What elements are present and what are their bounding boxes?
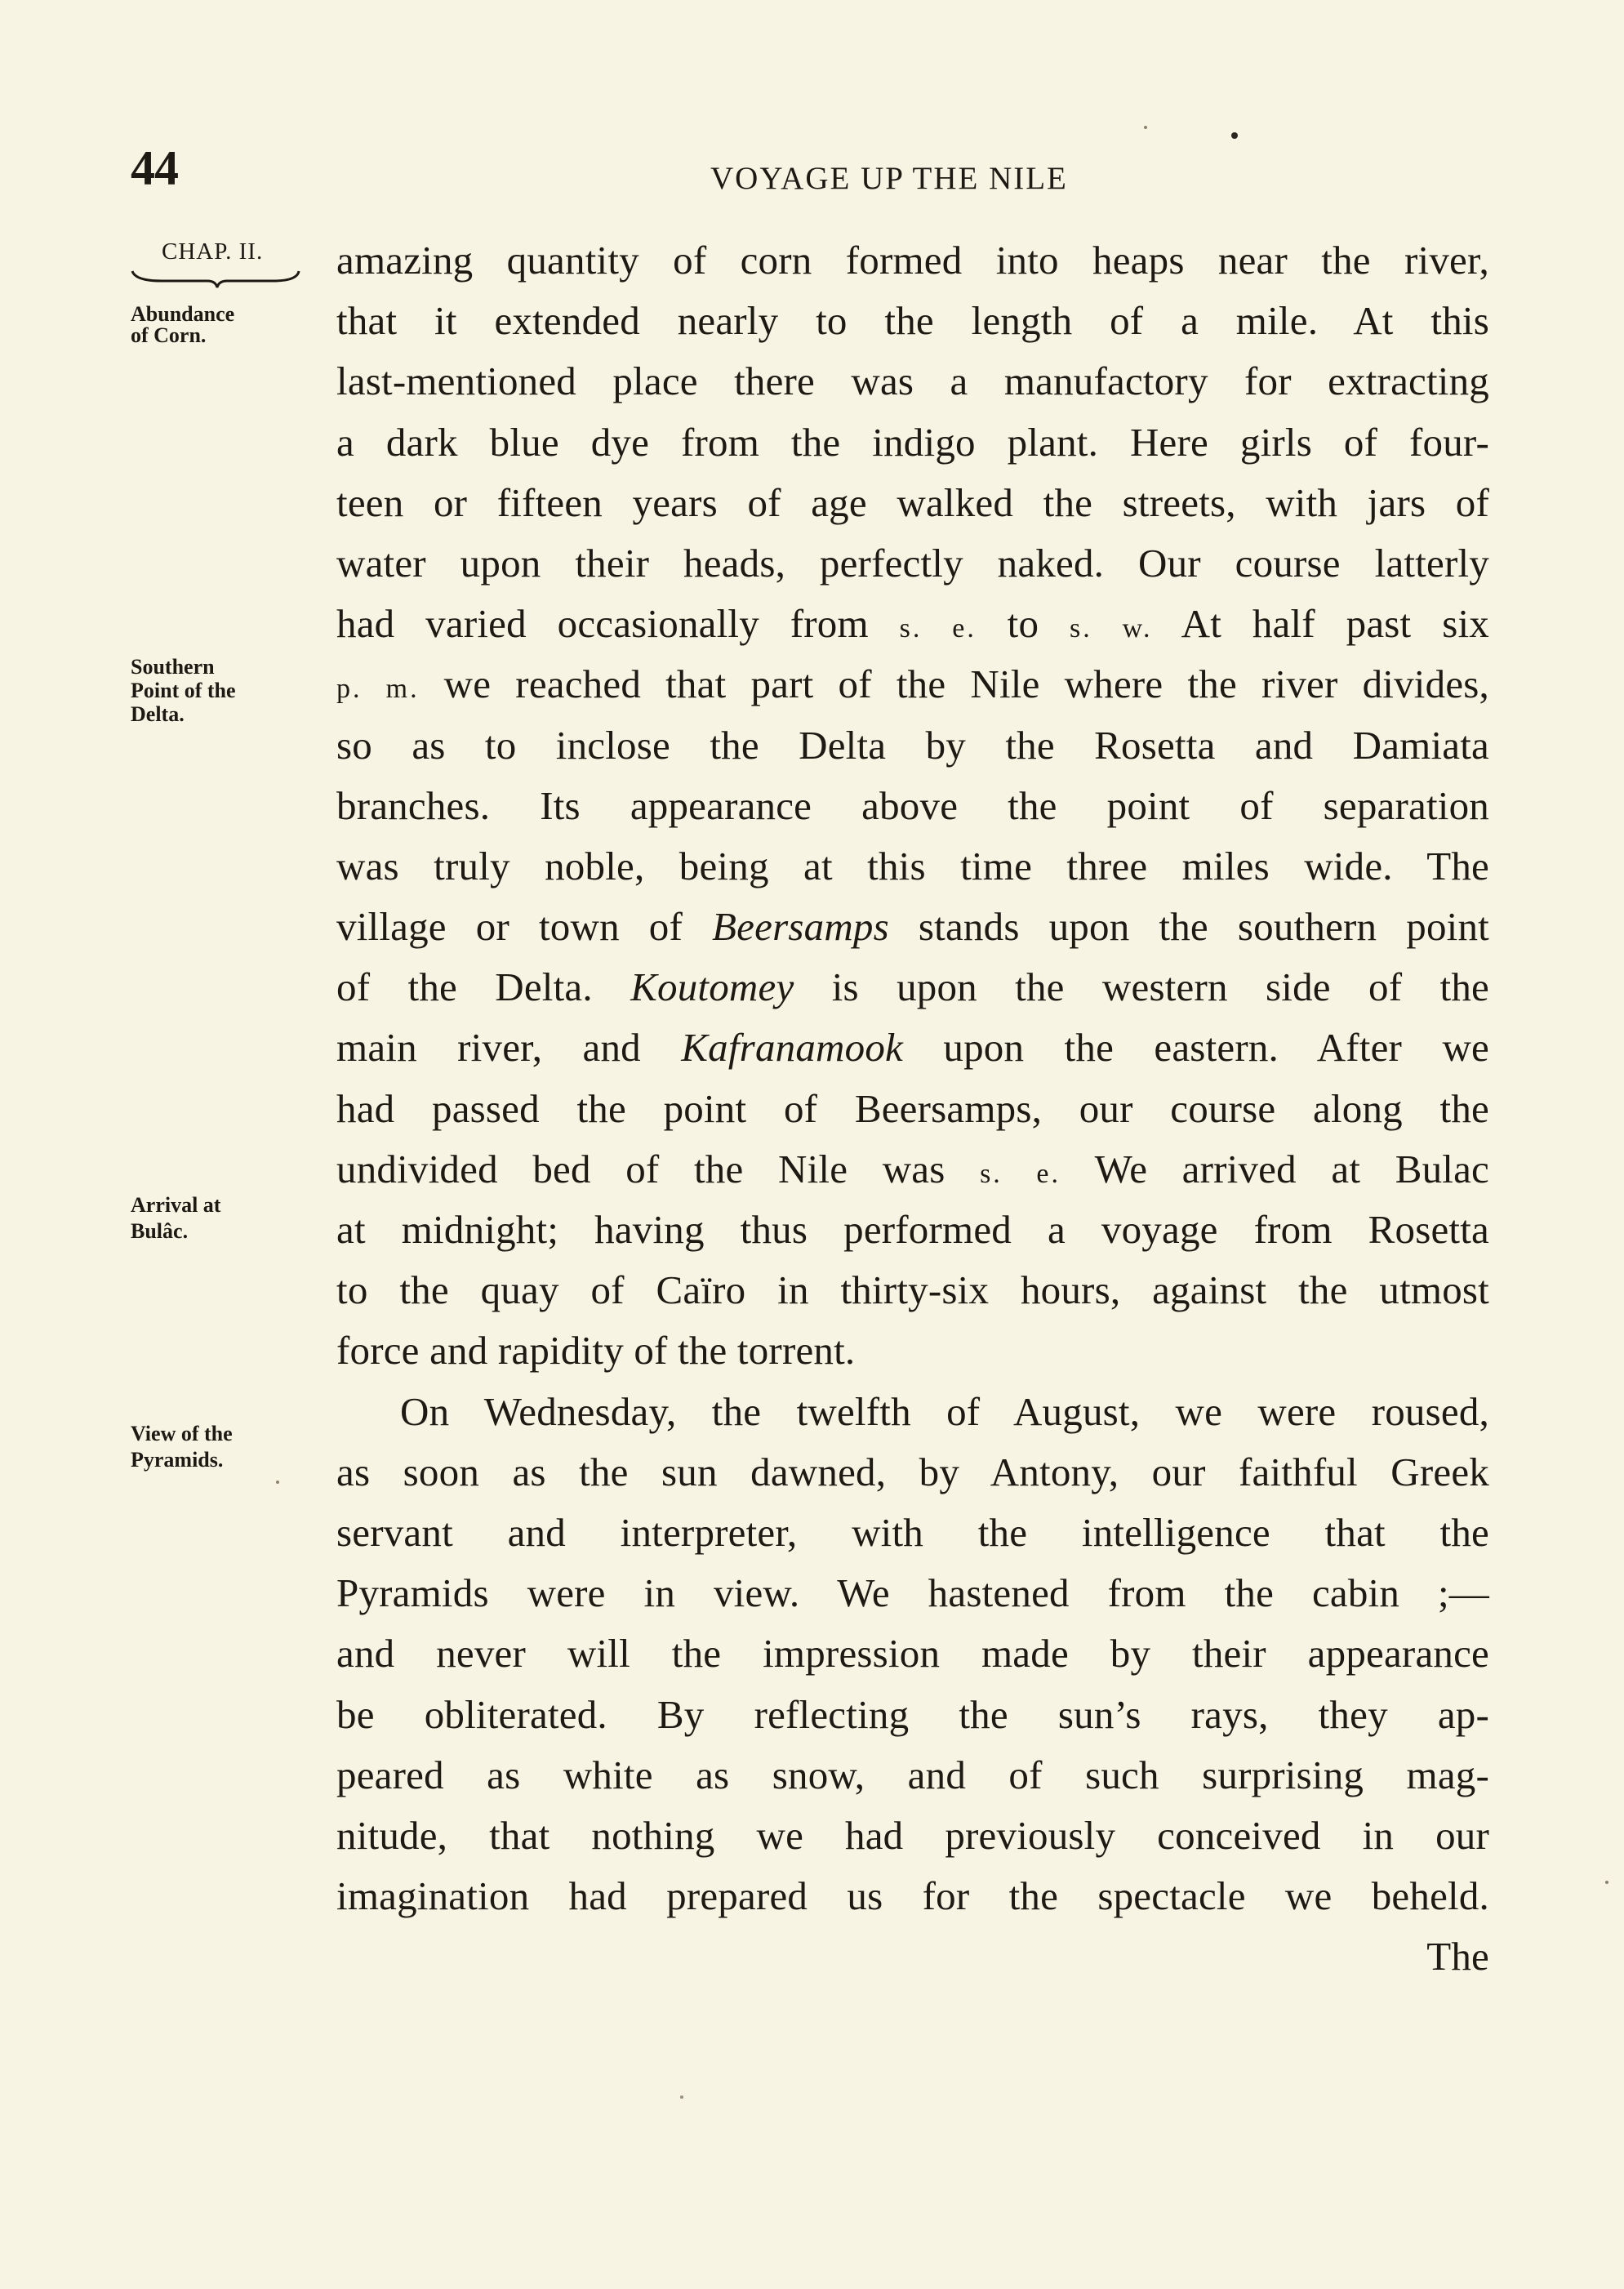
text-line: was truly noble, being at this time three miles wide. The bbox=[336, 843, 1489, 888]
side-note-line: Arrival at bbox=[131, 1193, 221, 1217]
text-line: to the quay of Caïro in thirty-six hours, against the utmost bbox=[336, 1267, 1489, 1313]
text-line: servant and interpreter, with the intelligence that the bbox=[336, 1509, 1489, 1555]
text-line: teen or fifteen years of age walked the streets, with jars of bbox=[336, 479, 1489, 525]
side-note-line: Pyramids. bbox=[131, 1448, 224, 1472]
text-line: On Wednesday, the twelfth of August, we were roused, bbox=[400, 1388, 1489, 1434]
text-line: as soon as the sun dawned, by Antony, our faithful Greek bbox=[336, 1449, 1489, 1494]
place-name: Koutomey bbox=[630, 964, 794, 1010]
compass-direction: s. e. bbox=[980, 1158, 1061, 1189]
text-line: a dark blue dye from the indigo plant. Here girls of four- bbox=[336, 419, 1489, 465]
text-line: of the Delta. Koutomey is upon the western side of the bbox=[336, 964, 1489, 1010]
text-line: p. m. we reached that part of the Nile where the river divides, bbox=[336, 661, 1489, 707]
text-line: be obliterated. By reflecting the sun’s rays, they ap- bbox=[336, 1691, 1489, 1737]
side-note-line: Bulâc. bbox=[131, 1219, 189, 1243]
side-note-line: Abundance bbox=[131, 302, 235, 326]
side-note-line: of Corn. bbox=[131, 323, 207, 347]
text-line: imagination had prepared us for the spectacle we beheld. bbox=[336, 1873, 1489, 1919]
text-line: that it extended nearly to the length of a mile. At this bbox=[336, 298, 1489, 344]
text-line: nitude, that nothing we had previously conceived in our bbox=[336, 1812, 1489, 1858]
text-line: water upon their heads, perfectly naked. Our course latterly bbox=[336, 540, 1489, 586]
text-line: main river, and Kafranamook upon the eastern. After we bbox=[336, 1025, 1489, 1071]
text-line: had passed the point of Beersamps, our course along the bbox=[336, 1085, 1489, 1131]
text-line: at midnight; having thus performed a voyage from Rosetta bbox=[336, 1207, 1489, 1252]
place-name: Beersamps bbox=[712, 904, 889, 950]
compass-direction: s. w. bbox=[1070, 613, 1153, 644]
page-number: 44 bbox=[131, 141, 178, 195]
running-head: VOYAGE UP THE NILE bbox=[710, 161, 1068, 196]
text-line: and never will the impression made by their appearance bbox=[336, 1631, 1489, 1677]
side-note-line: Point of the bbox=[131, 679, 236, 702]
side-note-line: View of the bbox=[131, 1422, 233, 1445]
text-line: amazing quantity of corn formed into heaps near the river, bbox=[336, 238, 1489, 283]
text-line: peared as white as snow, and of such surprising mag- bbox=[336, 1752, 1489, 1797]
time-marker: p. m. bbox=[336, 674, 420, 705]
text-line: Pyramids were in view. We hastened from the cabin ;— bbox=[336, 1570, 1489, 1616]
catchword: The bbox=[1426, 1934, 1489, 1979]
text-line: had varied occasionally from s. e. to s. w. At half past six bbox=[336, 601, 1489, 647]
text-line: branches. Its appearance above the point of separation bbox=[336, 782, 1489, 828]
chapter-marker: CHAP. II. bbox=[162, 238, 264, 265]
text-line: village or town of Beersamps stands upon the southern point bbox=[336, 904, 1489, 950]
text-line: force and rapidity of the torrent. bbox=[336, 1328, 856, 1374]
side-note-line: Southern bbox=[131, 655, 215, 679]
compass-direction: s. e. bbox=[899, 613, 977, 644]
text-line: last-mentioned place there was a manufactory for extracting bbox=[336, 358, 1489, 404]
text-line: so as to inclose the Delta by the Rosetta and Damiata bbox=[336, 722, 1489, 768]
side-note-line: Delta. bbox=[131, 702, 185, 726]
place-name: Kafranamook bbox=[681, 1025, 903, 1071]
text-line: undivided bed of the Nile was s. e. We arrived at Bulac bbox=[336, 1146, 1489, 1191]
